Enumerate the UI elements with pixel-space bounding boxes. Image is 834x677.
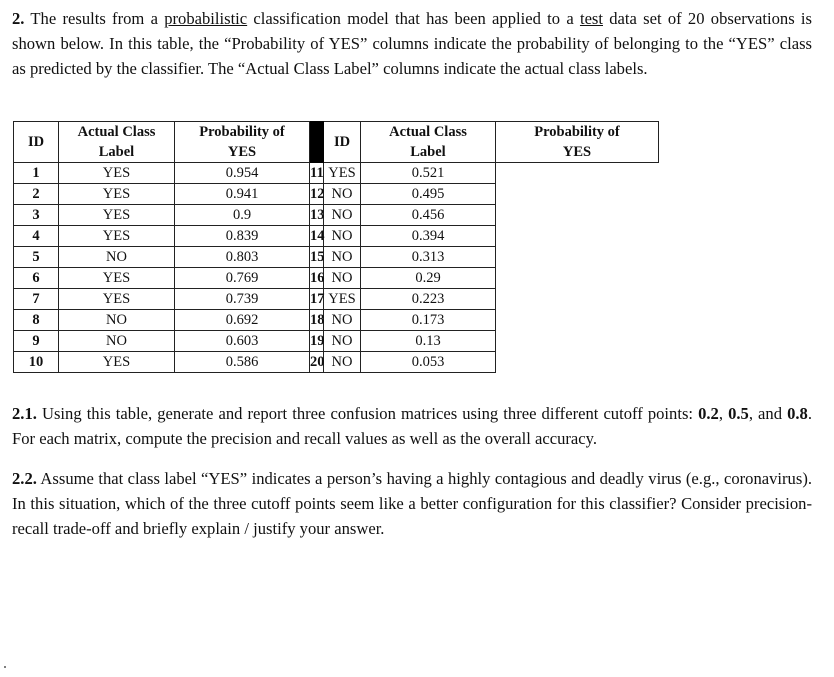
row-probability: 0.173 (361, 310, 496, 331)
intro-text-3: data set of 20 observations is shown below. In this table, the “Probability of YES” columns indicate the probability of belonging to the “YES” class as predicted by the classifier. The “Actual Class Label” columns indicate the actual class labels. (12, 9, 812, 78)
row-actual-label: YES (324, 289, 361, 310)
table-row (14, 331, 659, 352)
header-id-left: ID (14, 122, 59, 163)
row-id: 5 (14, 247, 59, 268)
row-id: 7 (14, 289, 59, 310)
row-id: 8 (14, 310, 59, 331)
stray-dot (4, 666, 6, 668)
row-probability: 0.13 (361, 331, 496, 352)
row-actual-label: YES (59, 268, 175, 289)
row-id: 4 (14, 226, 59, 247)
q2-number: 2.2. (12, 469, 37, 488)
row-actual-label: NO (324, 268, 361, 289)
header-actual-line1: Actual Class (389, 124, 467, 140)
row-actual-label: YES (59, 226, 175, 247)
header-actual-left (59, 122, 175, 163)
row-actual-label: YES (59, 289, 175, 310)
row-probability: 0.954 (175, 163, 310, 184)
q1-cutoff-1: 0.2 (698, 404, 719, 423)
row-probability: 0.739 (175, 289, 310, 310)
row-actual-label: YES (59, 352, 175, 373)
table-row (14, 310, 659, 331)
row-probability: 0.586 (175, 352, 310, 373)
row-id: 18 (310, 310, 324, 331)
header-id-right: ID (324, 122, 361, 163)
row-id: 20 (310, 352, 324, 373)
row-actual-label: NO (324, 352, 361, 373)
header-prob-line1: Probability of (199, 124, 285, 140)
row-id: 10 (14, 352, 59, 373)
row-probability: 0.769 (175, 268, 310, 289)
row-probability: 0.803 (175, 247, 310, 268)
row-id: 9 (14, 331, 59, 352)
row-actual-label: NO (324, 310, 361, 331)
row-probability: 0.053 (361, 352, 496, 373)
table-row (14, 352, 659, 373)
row-actual-label: NO (324, 205, 361, 226)
q1-text-4: . For each matrix, compute the precision and recall values as well as the overall accuracy. (12, 404, 812, 448)
row-probability: 0.313 (361, 247, 496, 268)
row-probability: 0.495 (361, 184, 496, 205)
q1-text-3: , and (748, 404, 788, 423)
observations-table (13, 121, 659, 373)
term-test: test (579, 9, 603, 28)
table-header-row (14, 122, 659, 163)
table-body (14, 163, 659, 373)
header-prob-line2: YES (227, 144, 257, 160)
row-actual-label: YES (59, 205, 175, 226)
row-probability: 0.692 (175, 310, 310, 331)
header-prob-line1: Probability of (534, 124, 620, 140)
row-id: 12 (310, 184, 324, 205)
row-probability: 0.839 (175, 226, 310, 247)
header-prob-left (175, 122, 310, 163)
row-probability: 0.521 (361, 163, 496, 184)
row-probability: 0.9 (175, 205, 310, 226)
table-row (14, 184, 659, 205)
intro-paragraph (12, 6, 812, 81)
q2-text: Assume that class label “YES” indicates a person’s having a highly contagious and deadly virus (e.g., coronavirus). In this situation, which of the three cutoff points seem like a better configuration for this classifier? Consider precision-recall trade-off and briefly explain / justify your answer. (12, 469, 812, 538)
row-id: 1 (14, 163, 59, 184)
q1-number: 2.1. (12, 404, 37, 423)
header-prob-right (496, 122, 659, 163)
table-row (14, 289, 659, 310)
row-probability: 0.394 (361, 226, 496, 247)
intro-text-2: classification model that has been applied to a (247, 9, 580, 28)
question-2-1 (12, 401, 812, 451)
term-probabilistic: probabilistic (164, 9, 248, 28)
table-row (14, 247, 659, 268)
row-id: 16 (310, 268, 324, 289)
row-actual-label: NO (324, 331, 361, 352)
table-row (14, 226, 659, 247)
q1-cutoff-3: 0.8 (787, 404, 808, 423)
row-id: 17 (310, 289, 324, 310)
header-actual-line2: Label (410, 144, 446, 160)
row-id: 11 (310, 163, 324, 184)
q1-cutoff-2: 0.5 (728, 404, 749, 423)
q1-text-2: , (718, 404, 729, 423)
row-actual-label: NO (324, 184, 361, 205)
question-number: 2. (12, 9, 25, 28)
row-actual-label: YES (59, 184, 175, 205)
question-2-2 (12, 466, 812, 541)
row-id: 2 (14, 184, 59, 205)
row-id: 3 (14, 205, 59, 226)
row-actual-label: NO (59, 331, 175, 352)
row-id: 13 (310, 205, 324, 226)
row-actual-label: NO (59, 247, 175, 268)
row-id: 15 (310, 247, 324, 268)
header-actual-line2: Label (98, 144, 135, 160)
row-probability: 0.223 (361, 289, 496, 310)
table-row (14, 268, 659, 289)
row-id: 14 (310, 226, 324, 247)
row-actual-label: YES (324, 163, 361, 184)
intro-text-1: The results from a (24, 9, 165, 28)
q1-text-1: Using this table, generate and report three confusion matrices using three different cutoff points: (36, 404, 699, 423)
row-probability: 0.603 (175, 331, 310, 352)
header-actual-line1: Actual Class (77, 124, 156, 140)
table-separator (310, 122, 324, 163)
row-actual-label: NO (59, 310, 175, 331)
table-row (14, 163, 659, 184)
row-probability: 0.941 (175, 184, 310, 205)
row-id: 6 (14, 268, 59, 289)
row-probability: 0.456 (361, 205, 496, 226)
row-actual-label: NO (324, 247, 361, 268)
row-actual-label: NO (324, 226, 361, 247)
row-probability: 0.29 (361, 268, 496, 289)
table-row (14, 205, 659, 226)
row-id: 19 (310, 331, 324, 352)
row-actual-label: YES (59, 163, 175, 184)
header-actual-right (361, 122, 496, 163)
header-prob-line2: YES (562, 144, 592, 160)
